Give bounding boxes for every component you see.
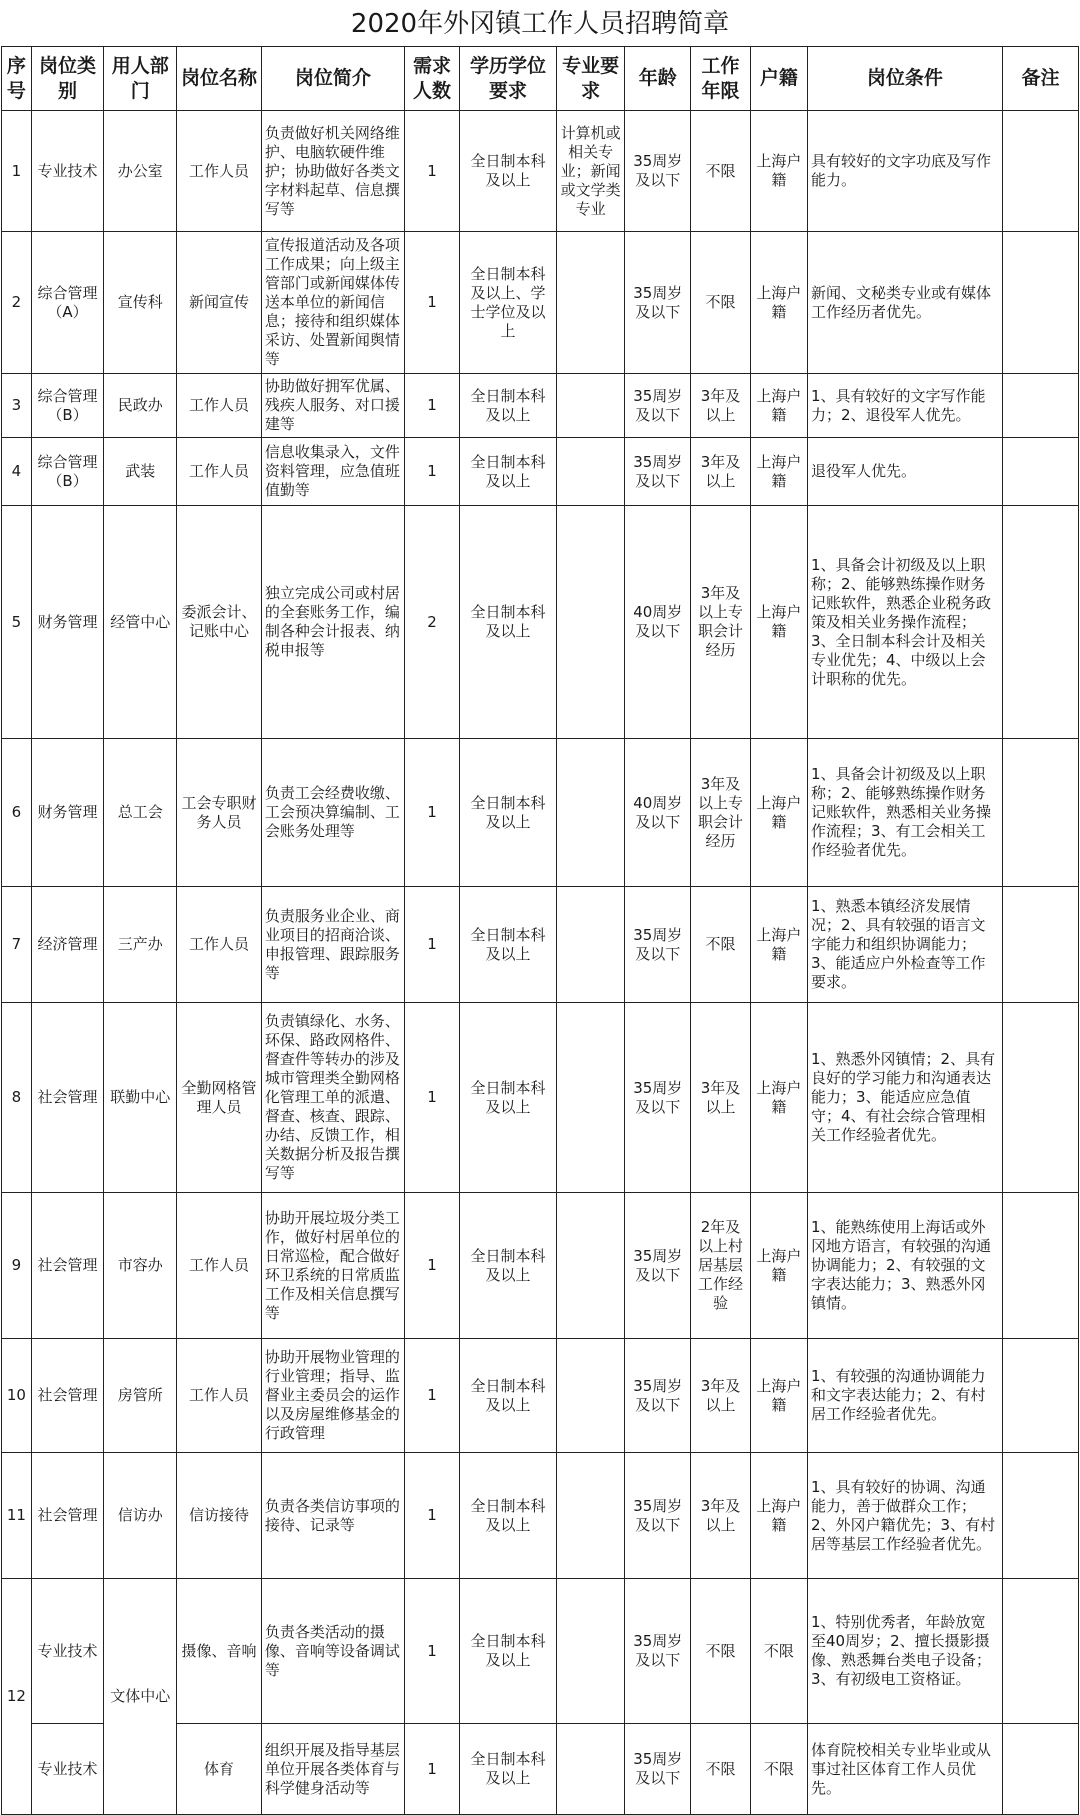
header-cell: 户籍 xyxy=(750,47,807,111)
household-registration: 上海户籍 xyxy=(750,887,807,1003)
household-registration: 不限 xyxy=(750,1579,807,1724)
work-years: 3年及以上 xyxy=(691,438,750,506)
job-category: 专业技术 xyxy=(31,1579,104,1724)
hiring-department: 文体中心 xyxy=(104,1579,177,1815)
household-registration: 上海户籍 xyxy=(750,374,807,438)
household-registration: 上海户籍 xyxy=(750,739,807,887)
household-registration: 上海户籍 xyxy=(750,1339,807,1453)
work-years: 2年及以上村居基层工作经验 xyxy=(691,1193,750,1339)
major-requirement xyxy=(556,1724,624,1815)
work-years: 3年及以上专职会计经历 xyxy=(691,506,750,739)
position-name: 体育 xyxy=(177,1724,262,1815)
row-number: 8 xyxy=(2,1003,32,1193)
age-requirement: 35周岁及以下 xyxy=(625,1339,691,1453)
position-conditions: 1、有较强的沟通协调能力和文字表达能力；2、有村居工作经验者优先。 xyxy=(807,1339,1002,1453)
headcount: 1 xyxy=(405,887,460,1003)
job-category: 社会管理 xyxy=(31,1453,104,1579)
position-intro: 宣传报道活动及各项工作成果；向上级主管部门或新闻媒体传送本单位的新闻信息；接待和组织媒体采访、处置新闻舆情等 xyxy=(261,232,404,374)
work-years: 不限 xyxy=(691,232,750,374)
major-requirement xyxy=(556,1339,624,1453)
headcount: 1 xyxy=(405,232,460,374)
header-cell: 学历学位要求 xyxy=(460,47,557,111)
education-requirement: 全日制本科及以上 xyxy=(460,739,557,887)
household-registration: 上海户籍 xyxy=(750,111,807,232)
row-number: 1 xyxy=(2,111,32,232)
table-row xyxy=(2,232,1079,374)
education-requirement: 全日制本科及以上 xyxy=(460,1003,557,1193)
header-cell: 需求人数 xyxy=(405,47,460,111)
household-registration: 上海户籍 xyxy=(750,1003,807,1193)
education-requirement: 全日制本科及以上 xyxy=(460,887,557,1003)
work-years: 不限 xyxy=(691,887,750,1003)
header-cell: 年龄 xyxy=(625,47,691,111)
hiring-department: 联勤中心 xyxy=(104,1003,177,1193)
header-cell: 工作年限 xyxy=(691,47,750,111)
major-requirement xyxy=(556,232,624,374)
headcount: 1 xyxy=(405,374,460,438)
job-category: 综合管理（B） xyxy=(31,374,104,438)
header-cell: 序号 xyxy=(2,47,32,111)
age-requirement: 35周岁及以下 xyxy=(625,374,691,438)
headcount: 2 xyxy=(405,506,460,739)
job-category: 社会管理 xyxy=(31,1339,104,1453)
row-number: 2 xyxy=(2,232,32,374)
position-conditions: 1、特别优秀者，年龄放宽至40周岁；2、擅长摄影摄像、熟悉舞台类电子设备；3、有初级电工资格证。 xyxy=(807,1579,1002,1724)
job-category: 专业技术 xyxy=(31,1724,104,1815)
hiring-department: 信访办 xyxy=(104,1453,177,1579)
position-name: 信访接待 xyxy=(177,1453,262,1579)
row-number: 9 xyxy=(2,1193,32,1339)
work-years: 3年及以上 xyxy=(691,374,750,438)
row-number: 3 xyxy=(2,374,32,438)
work-years: 3年及以上专职会计经历 xyxy=(691,739,750,887)
headcount: 1 xyxy=(405,739,460,887)
age-requirement: 35周岁及以下 xyxy=(625,1193,691,1339)
remarks xyxy=(1002,739,1078,887)
position-intro: 负责服务业企业、商业项目的招商洽谈、申报管理、跟踪服务等 xyxy=(261,887,404,1003)
hiring-department: 办公室 xyxy=(104,111,177,232)
hiring-department: 三产办 xyxy=(104,887,177,1003)
header-cell: 专业要求 xyxy=(556,47,624,111)
row-number: 5 xyxy=(2,506,32,739)
position-intro: 负责各类活动的摄像、音响等设备调试等 xyxy=(261,1579,404,1724)
table-header-row xyxy=(2,47,1079,111)
row-number: 6 xyxy=(2,739,32,887)
position-conditions: 1、具有较好的文字写作能力；2、退役军人优先。 xyxy=(807,374,1002,438)
position-name: 全勤网格管理人员 xyxy=(177,1003,262,1193)
hiring-department: 房管所 xyxy=(104,1339,177,1453)
age-requirement: 35周岁及以下 xyxy=(625,232,691,374)
headcount: 1 xyxy=(405,1579,460,1724)
remarks xyxy=(1002,374,1078,438)
age-requirement: 40周岁及以下 xyxy=(625,506,691,739)
work-years: 不限 xyxy=(691,111,750,232)
job-category: 社会管理 xyxy=(31,1003,104,1193)
headcount: 1 xyxy=(405,1003,460,1193)
work-years: 不限 xyxy=(691,1724,750,1815)
header-cell: 岗位类别 xyxy=(31,47,104,111)
remarks xyxy=(1002,438,1078,506)
position-name: 工作人员 xyxy=(177,111,262,232)
table-row xyxy=(2,1339,1079,1453)
household-registration: 不限 xyxy=(750,1724,807,1815)
household-registration: 上海户籍 xyxy=(750,438,807,506)
major-requirement xyxy=(556,739,624,887)
remarks xyxy=(1002,111,1078,232)
position-intro: 负责工会经费收缴、工会预决算编制、工会账务处理等 xyxy=(261,739,404,887)
hiring-department: 武装 xyxy=(104,438,177,506)
position-conditions: 1、熟悉外冈镇情；2、具有良好的学习能力和沟通表达能力；3、能适应应急值守；4、有社会综合管理相关工作经验者优先。 xyxy=(807,1003,1002,1193)
row-number: 7 xyxy=(2,887,32,1003)
position-conditions: 新闻、文秘类专业或有媒体工作经历者优先。 xyxy=(807,232,1002,374)
household-registration: 上海户籍 xyxy=(750,506,807,739)
table-row xyxy=(2,1453,1079,1579)
header-cell: 岗位简介 xyxy=(261,47,404,111)
education-requirement: 全日制本科及以上 xyxy=(460,1453,557,1579)
position-conditions: 1、具有较好的协调、沟通能力，善于做群众工作；2、外冈户籍优先；3、有村居等基层工作经验者优先。 xyxy=(807,1453,1002,1579)
position-name: 工作人员 xyxy=(177,374,262,438)
headcount: 1 xyxy=(405,1339,460,1453)
position-intro: 负责各类信访事项的接待、记录等 xyxy=(261,1453,404,1579)
age-requirement: 40周岁及以下 xyxy=(625,739,691,887)
header-cell: 岗位条件 xyxy=(807,47,1002,111)
position-intro: 负责镇绿化、水务、环保、路政网格件、督查件等转办的涉及城市管理类全勤网格化管理工单的派遣、督查、核查、跟踪、办结、反馈工作，相关数据分析及报告撰写等 xyxy=(261,1003,404,1193)
headcount: 1 xyxy=(405,111,460,232)
hiring-department: 市容办 xyxy=(104,1193,177,1339)
major-requirement xyxy=(556,1003,624,1193)
position-name: 委派会计、记账中心 xyxy=(177,506,262,739)
hiring-department: 宣传科 xyxy=(104,232,177,374)
position-intro: 负责做好机关网络维护、电脑软硬件维护；协助做好各类文字材料起草、信息撰写等 xyxy=(261,111,404,232)
job-category: 财务管理 xyxy=(31,506,104,739)
position-intro: 协助开展物业管理的行业管理；指导、监督业主委员会的运作以及房屋维修基金的行政管理 xyxy=(261,1339,404,1453)
education-requirement: 全日制本科及以上 xyxy=(460,1579,557,1724)
remarks xyxy=(1002,1003,1078,1193)
work-years: 3年及以上 xyxy=(691,1339,750,1453)
job-category: 财务管理 xyxy=(31,739,104,887)
major-requirement xyxy=(556,887,624,1003)
major-requirement xyxy=(556,1453,624,1579)
major-requirement xyxy=(556,438,624,506)
major-requirement: 计算机或相关专业；新闻或文学类专业 xyxy=(556,111,624,232)
education-requirement: 全日制本科及以上 xyxy=(460,1724,557,1815)
household-registration: 上海户籍 xyxy=(750,1193,807,1339)
education-requirement: 全日制本科及以上、学士学位及以上 xyxy=(460,232,557,374)
position-name: 新闻宣传 xyxy=(177,232,262,374)
row-number: 4 xyxy=(2,438,32,506)
position-conditions: 1、能熟练使用上海话或外冈地方语言，有较强的沟通协调能力；2、有较强的文字表达能力；3、熟悉外冈镇情。 xyxy=(807,1193,1002,1339)
major-requirement xyxy=(556,1193,624,1339)
remarks xyxy=(1002,1579,1078,1724)
hiring-department: 经管中心 xyxy=(104,506,177,739)
job-category: 专业技术 xyxy=(31,111,104,232)
household-registration: 上海户籍 xyxy=(750,1453,807,1579)
table-row xyxy=(2,374,1079,438)
headcount: 1 xyxy=(405,1724,460,1815)
position-intro: 协助开展垃圾分类工作，做好村居单位的日常巡检，配合做好环卫系统的日常质监工作及相关信息撰写等 xyxy=(261,1193,404,1339)
job-category: 经济管理 xyxy=(31,887,104,1003)
row-number: 12 xyxy=(2,1579,32,1815)
education-requirement: 全日制本科及以上 xyxy=(460,111,557,232)
table-row xyxy=(2,1579,1079,1724)
job-category: 综合管理（A） xyxy=(31,232,104,374)
position-conditions: 1、具备会计初级及以上职称；2、能够熟练操作财务记账软件，熟悉企业税务政策及相关业务操作流程；3、全日制本科会计及相关专业优先；4、中级以上会计职称的优先。 xyxy=(807,506,1002,739)
age-requirement: 35周岁及以下 xyxy=(625,438,691,506)
position-conditions: 体育院校相关专业毕业或从事过社区体育工作人员优先。 xyxy=(807,1724,1002,1815)
age-requirement: 35周岁及以下 xyxy=(625,1724,691,1815)
remarks xyxy=(1002,232,1078,374)
header-cell: 岗位名称 xyxy=(177,47,262,111)
position-name: 摄像、音响 xyxy=(177,1579,262,1724)
job-category: 综合管理（B） xyxy=(31,438,104,506)
remarks xyxy=(1002,506,1078,739)
major-requirement xyxy=(556,506,624,739)
recruitment-table xyxy=(1,46,1079,1815)
headcount: 1 xyxy=(405,438,460,506)
position-name: 工作人员 xyxy=(177,438,262,506)
hiring-department: 民政办 xyxy=(104,374,177,438)
hiring-department: 总工会 xyxy=(104,739,177,887)
age-requirement: 35周岁及以下 xyxy=(625,1453,691,1579)
education-requirement: 全日制本科及以上 xyxy=(460,438,557,506)
row-number: 10 xyxy=(2,1339,32,1453)
table-row xyxy=(2,1003,1079,1193)
headcount: 1 xyxy=(405,1453,460,1579)
header-cell: 备注 xyxy=(1002,47,1078,111)
table-row xyxy=(2,739,1079,887)
headcount: 1 xyxy=(405,1193,460,1339)
table-row xyxy=(2,887,1079,1003)
position-name: 工作人员 xyxy=(177,887,262,1003)
row-number: 11 xyxy=(2,1453,32,1579)
position-conditions: 1、具备会计初级及以上职称；2、能够熟练操作财务记账软件，熟悉相关业务操作流程；3、有工会相关工作经验者优先。 xyxy=(807,739,1002,887)
position-intro: 独立完成公司或村居的全套账务工作，编制各种会计报表、纳税申报等 xyxy=(261,506,404,739)
position-conditions: 具有较好的文字功底及写作能力。 xyxy=(807,111,1002,232)
remarks xyxy=(1002,1339,1078,1453)
position-conditions: 1、熟悉本镇经济发展情况；2、具有较强的语言文字能力和组织协调能力；3、能适应户外检查等工作要求。 xyxy=(807,887,1002,1003)
table-row xyxy=(2,506,1079,739)
education-requirement: 全日制本科及以上 xyxy=(460,506,557,739)
table-row xyxy=(2,1193,1079,1339)
major-requirement xyxy=(556,374,624,438)
header-cell: 用人部门 xyxy=(104,47,177,111)
age-requirement: 35周岁及以下 xyxy=(625,1579,691,1724)
work-years: 不限 xyxy=(691,1579,750,1724)
age-requirement: 35周岁及以下 xyxy=(625,887,691,1003)
education-requirement: 全日制本科及以上 xyxy=(460,1193,557,1339)
position-conditions: 退役军人优先。 xyxy=(807,438,1002,506)
position-name: 工作人员 xyxy=(177,1339,262,1453)
table-row xyxy=(2,438,1079,506)
work-years: 3年及以上 xyxy=(691,1453,750,1579)
remarks xyxy=(1002,1453,1078,1579)
job-category: 社会管理 xyxy=(31,1193,104,1339)
remarks xyxy=(1002,887,1078,1003)
education-requirement: 全日制本科及以上 xyxy=(460,1339,557,1453)
position-name: 工会专职财务人员 xyxy=(177,739,262,887)
position-intro: 组织开展及指导基层单位开展各类体育与科学健身活动等 xyxy=(261,1724,404,1815)
age-requirement: 35周岁及以下 xyxy=(625,1003,691,1193)
household-registration: 上海户籍 xyxy=(750,232,807,374)
age-requirement: 35周岁及以下 xyxy=(625,111,691,232)
education-requirement: 全日制本科及以上 xyxy=(460,374,557,438)
position-intro: 信息收集录入，文件资料管理，应急值班值勤等 xyxy=(261,438,404,506)
remarks xyxy=(1002,1724,1078,1815)
table-row xyxy=(2,111,1079,232)
major-requirement xyxy=(556,1579,624,1724)
position-intro: 协助做好拥军优属、残疾人服务、对口援建等 xyxy=(261,374,404,438)
page-title: 2020年外冈镇工作人员招聘简章 xyxy=(350,9,730,39)
position-name: 工作人员 xyxy=(177,1193,262,1339)
remarks xyxy=(1002,1193,1078,1339)
work-years: 3年及以上 xyxy=(691,1003,750,1193)
